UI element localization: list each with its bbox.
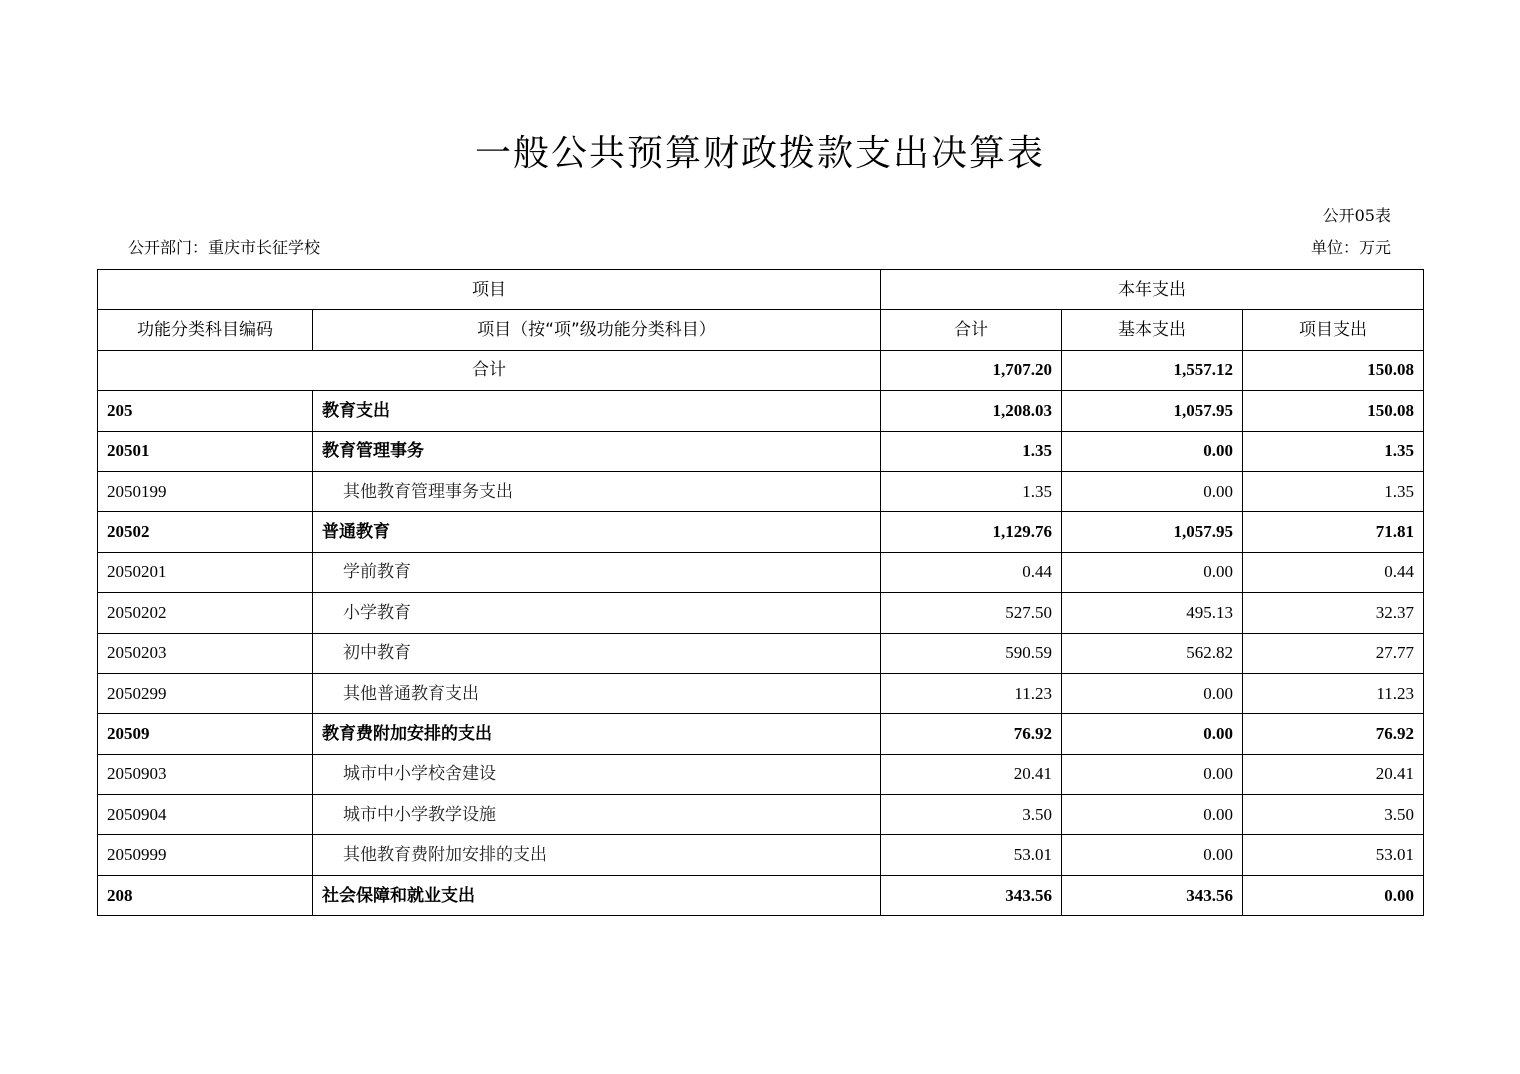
row-project: 71.81 (1243, 512, 1424, 552)
row-total: 527.50 (881, 593, 1062, 633)
row-total: 590.59 (881, 633, 1062, 673)
row-code: 2050203 (98, 633, 313, 673)
row-code: 2050999 (98, 835, 313, 875)
row-name: 其他教育管理事务支出 (313, 471, 881, 511)
unit-label: 单位：万元 (1310, 238, 1391, 257)
table-row (98, 754, 1424, 794)
header-annual-expense: 本年支出 (881, 270, 1424, 310)
table-row (98, 471, 1424, 511)
row-name: 城市中小学教学设施 (313, 795, 881, 835)
expenditure-table (97, 269, 1424, 916)
row-basic: 1,057.95 (1062, 512, 1243, 552)
row-code: 20501 (98, 431, 313, 471)
row-project: 53.01 (1243, 835, 1424, 875)
row-basic: 0.00 (1062, 835, 1243, 875)
row-project: 76.92 (1243, 714, 1424, 754)
row-project: 20.41 (1243, 754, 1424, 794)
table-row (98, 552, 1424, 592)
header-project-expense: 项目支出 (1243, 310, 1424, 350)
header-row-2 (98, 310, 1424, 350)
header-total: 合计 (881, 310, 1062, 350)
row-code: 2050904 (98, 795, 313, 835)
row-project: 150.08 (1243, 391, 1424, 431)
row-name: 城市中小学校舍建设 (313, 754, 881, 794)
table-row (98, 875, 1424, 915)
header-row-1 (98, 270, 1424, 310)
row-total: 1,208.03 (881, 391, 1062, 431)
row-name: 普通教育 (313, 512, 881, 552)
header-name: 项目（按“项”级功能分类科目） (313, 310, 881, 350)
row-code: 2050199 (98, 471, 313, 511)
row-basic: 0.00 (1062, 552, 1243, 592)
table-row (98, 673, 1424, 713)
row-name: 教育管理事务 (313, 431, 881, 471)
row-project: 1.35 (1243, 431, 1424, 471)
total-basic: 1,557.12 (1062, 350, 1243, 390)
row-name: 其他教育费附加安排的支出 (313, 835, 881, 875)
row-project: 0.00 (1243, 875, 1424, 915)
row-project: 1.35 (1243, 471, 1424, 511)
row-project: 3.50 (1243, 795, 1424, 835)
row-total: 11.23 (881, 673, 1062, 713)
form-number: 公开05表 (1322, 206, 1391, 225)
row-name: 其他普通教育支出 (313, 673, 881, 713)
table-row (98, 593, 1424, 633)
row-basic: 343.56 (1062, 875, 1243, 915)
row-total: 76.92 (881, 714, 1062, 754)
row-name: 教育支出 (313, 391, 881, 431)
row-code: 205 (98, 391, 313, 431)
table-row (98, 633, 1424, 673)
table-row (98, 512, 1424, 552)
total-sum: 1,707.20 (881, 350, 1062, 390)
row-basic: 0.00 (1062, 714, 1243, 754)
row-name: 学前教育 (313, 552, 881, 592)
table-row (98, 431, 1424, 471)
row-code: 20509 (98, 714, 313, 754)
header-code: 功能分类科目编码 (98, 310, 313, 350)
row-total: 0.44 (881, 552, 1062, 592)
total-label: 合计 (98, 350, 881, 390)
row-total: 1.35 (881, 471, 1062, 511)
page-title: 一般公共预算财政拨款支出决算表 (474, 133, 1045, 174)
row-basic: 0.00 (1062, 471, 1243, 511)
row-basic: 562.82 (1062, 633, 1243, 673)
row-name: 初中教育 (313, 633, 881, 673)
table-row (98, 391, 1424, 431)
row-project: 11.23 (1243, 673, 1424, 713)
row-basic: 1,057.95 (1062, 391, 1243, 431)
department-label: 公开部门：重庆市长征学校 (128, 238, 321, 257)
total-row (98, 350, 1424, 390)
total-project: 150.08 (1243, 350, 1424, 390)
row-total: 1.35 (881, 431, 1062, 471)
row-name: 社会保障和就业支出 (313, 875, 881, 915)
row-code: 2050202 (98, 593, 313, 633)
row-basic: 0.00 (1062, 673, 1243, 713)
row-basic: 0.00 (1062, 754, 1243, 794)
row-total: 20.41 (881, 754, 1062, 794)
table-row (98, 714, 1424, 754)
row-code: 20502 (98, 512, 313, 552)
row-total: 3.50 (881, 795, 1062, 835)
row-project: 32.37 (1243, 593, 1424, 633)
row-basic: 0.00 (1062, 795, 1243, 835)
row-code: 208 (98, 875, 313, 915)
table-row (98, 795, 1424, 835)
row-code: 2050299 (98, 673, 313, 713)
row-code: 2050201 (98, 552, 313, 592)
header-basic: 基本支出 (1062, 310, 1243, 350)
row-code: 2050903 (98, 754, 313, 794)
header-project: 项目 (98, 270, 881, 310)
row-basic: 0.00 (1062, 431, 1243, 471)
row-total: 343.56 (881, 875, 1062, 915)
row-total: 53.01 (881, 835, 1062, 875)
table-row (98, 835, 1424, 875)
row-project: 0.44 (1243, 552, 1424, 592)
row-basic: 495.13 (1062, 593, 1243, 633)
row-project: 27.77 (1243, 633, 1424, 673)
row-name: 小学教育 (313, 593, 881, 633)
row-total: 1,129.76 (881, 512, 1062, 552)
row-name: 教育费附加安排的支出 (313, 714, 881, 754)
